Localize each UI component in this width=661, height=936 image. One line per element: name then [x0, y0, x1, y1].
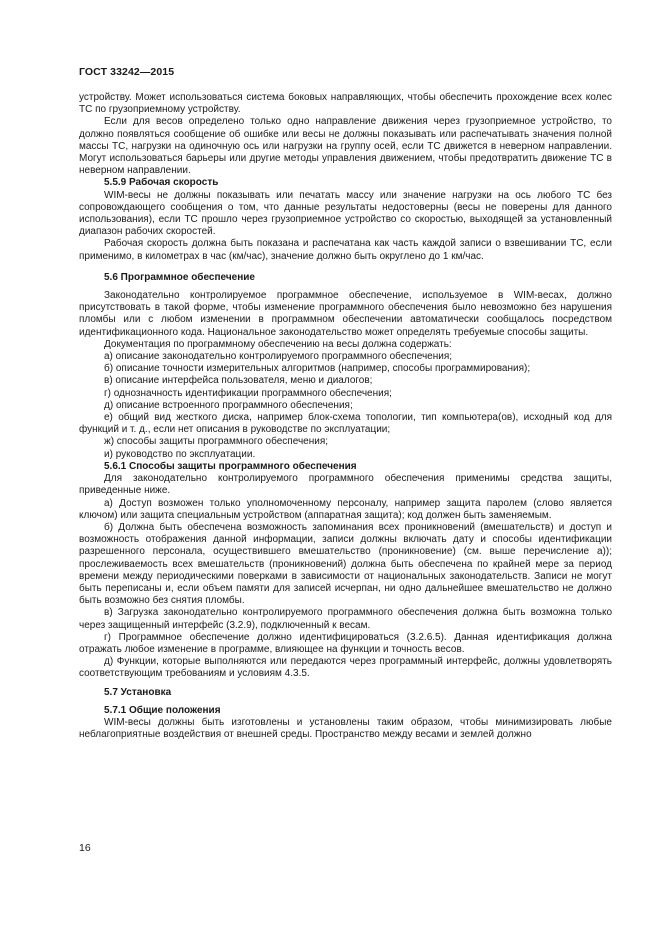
paragraph: д) Функции, которые выполняются или передаются через программный интерфейс, должны удовлетворять соответствующим требованиям и условиям 4.3.5.	[79, 656, 612, 680]
paragraph: Если для весов определено только одно направление движения через грузоприемное устройство, то должно появляться сообщение об ошибке или весы не должны показывать или распечатывать значения полной массы ТС, нагрузки на одиночную ось или нагрузки на группу осей, если ТС движется в неверном направлении. Могут использоваться барьеры или другие методы управления движением, чтобы предотвратить движение ТС в неверном направлении.	[79, 116, 612, 177]
paragraph: Для законодательно контролируемого программного обеспечения применимы средства защиты, приведенные ниже.	[79, 473, 612, 497]
section-heading-5-7: 5.7 Установка	[104, 686, 172, 698]
section-heading-5-7-1: 5.7.1 Общие положения	[104, 704, 221, 716]
paragraph: WIM-весы должны быть изготовлены и установлены таким образом, чтобы минимизировать любые неблагоприятные воздействия от внешней среды. Пространство между весами и землей должно	[79, 716, 612, 741]
page-number: 16	[79, 842, 91, 854]
paragraph: устройству. Может использоваться система боковых направляющих, чтобы обеспечить прохождение всех колес ТС по грузоприемному устройству.	[79, 92, 612, 116]
paragraph: Законодательно контролируемое программное обеспечение, используемое в WIM-весах, должно присутствовать в такой форме, чтобы изменение программного обеспечения было невозможно без нарушения пломбы или с любом изменении в программном обеспечении автоматически сообщалось посредством идентификационного кода. Национальное законодательство может определять требуемые способы защиты.	[79, 290, 612, 338]
section-heading-5-5-9: 5.5.9 Рабочая скорость	[104, 177, 219, 189]
list-item: е) общий вид жесткого диска, например блок-схема топологии, тип компьютера(ов), исходный код для функций и т. д., если нет описания в руководстве по эксплуатации;	[79, 412, 612, 436]
section-heading-5-6: 5.6 Программное обеспечение	[104, 271, 255, 283]
paragraph: в) Загрузка законодательно контролируемого программного обеспечения должна быть возможна только через защищенный интерфейс (3.2.9), подключенный к весам.	[79, 607, 612, 631]
list-item: а) описание законодательно контролируемого программного обеспечения;	[104, 351, 453, 363]
paragraph: а) Доступ возможен только уполномоченному персоналу, например защита паролем (слово является ключом) или защита специальным устройством (аппаратная защита); код должен быть заменяемым.	[79, 497, 612, 521]
paragraph: г) Программное обеспечение должно идентифицироваться (3.2.6.5). Данная идентификация должна отражать любое изменение в программе, влияющее на функции и точность весов.	[79, 631, 612, 655]
paragraph: Документация по программному обеспечению на весы должна содержать:	[104, 338, 452, 350]
list-item: ж) способы защиты программного обеспечения;	[104, 436, 329, 448]
list-item: в) описание интерфейса пользователя, меню и диалогов;	[104, 375, 373, 387]
paragraph: WIM-весы не должны показывать или печатать массу или значение нагрузки на ось любого ТС без сопровождающего сообщения о том, что данные результаты недостоверны (весы не поверены для данного использования), если ТС прошло через грузоприемное устройство со скоростью, выходящей за установленный диапазон рабочих скоростей.	[79, 189, 612, 238]
list-item: б) описание точности измерительных алгоритмов (например, способы программирования);	[104, 363, 531, 375]
section-heading-5-6-1: 5.6.1 Способы защиты программного обеспечения	[104, 460, 357, 472]
list-item: г) однозначность идентификации программного обеспечения;	[104, 387, 392, 399]
list-item: и) руководство по эксплуатации.	[104, 448, 256, 460]
list-item: д) описание встроенного программного обеспечения;	[104, 399, 353, 411]
document-body	[79, 92, 612, 741]
document-header: ГОСТ 33242—2015	[79, 66, 175, 78]
paragraph: б) Должна быть обеспечена возможность запоминания всех проникновений (вмешательств) и доступ и возможность отображения данной информации, записи должны включать дату и способы идентификации разрешенного персонала, осуществившего вмешательство (проникновение) (см. выше перечисление а)); прослеживаемость всех вмешательств (проникновений) должна быть обеспечена по крайней мере за период времени между периодическими поверками в зависимости от национальных законодательств. Записи не могут быть переписаны и, если объем памяти для записей исчерпан, ни одно дальнейшее вмешательство не должно быть возможно без снятия пломбы.	[79, 521, 612, 607]
paragraph: Рабочая скорость должна быть показана и распечатана как часть каждой записи о взвешивании ТС, если применимо, в километрах в час (км/час), значение должно быть округлено до 1 км/час.	[79, 238, 612, 262]
